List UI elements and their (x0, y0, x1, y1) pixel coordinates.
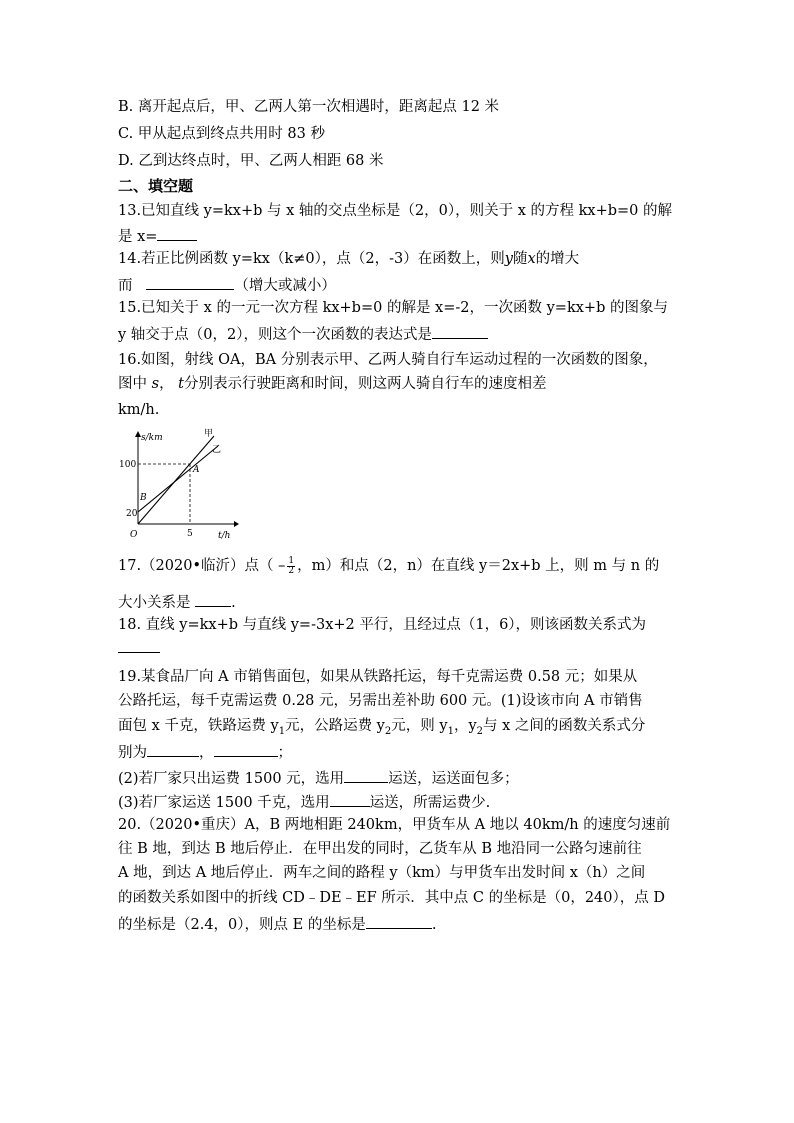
q19-line2: 公路托运，每千克需运费 0.28 元，另需出差补助 600 元。(1)设该市向 A 市销售 (118, 693, 643, 709)
q14-line1 (118, 249, 579, 269)
label-b: B (140, 493, 147, 503)
q15-line2 (118, 323, 488, 345)
q14-text-a: 14.若正比例函数 y=kx（k≠0），点（2，-3）在函数上，则 (118, 251, 505, 267)
q19-sub-1a: 1 (278, 725, 286, 737)
q17-text-c: 大小关系是 (118, 595, 191, 611)
q17-frac-den: 2 (288, 565, 295, 576)
q20-line2: 往 B 地，到达 B 地后停止．在甲出发的同时，乙货车从 B 地沿同一公路匀速前往 (118, 841, 642, 857)
q19-sub-2b: 2 (476, 725, 484, 737)
q14-text-e: （增大或减小） (234, 278, 336, 294)
q16-text-b: ， (159, 376, 174, 392)
q13-line2 (118, 225, 197, 247)
q13-text: 是 x= (118, 229, 158, 245)
q18-line2 (118, 637, 160, 659)
q14-var-x: x (527, 251, 536, 267)
q14-text-b: 随 (512, 251, 528, 267)
q15-text: y 轴交于点（0，2），则这个一次函数的表达式是 (118, 327, 432, 343)
q16-line3: km/h. (118, 402, 160, 418)
q19-text-e: 与 x 之间的函数关系式分 (483, 718, 646, 734)
q19-text-h: 运送，运送面包多； (388, 771, 519, 787)
q19-sub-2a: 2 (384, 725, 392, 737)
tick-5: 5 (187, 529, 193, 539)
q18-line1: 18. 直线 y=kx+b 与直线 y=-3x+2 平行，且经过点（1，6），则该函数关系式为 (118, 617, 647, 633)
q15-answer-blank[interactable] (432, 323, 488, 339)
q17-text-b: ，m）和点（2，n）在直线 y＝2x+b 上，则 m 与 n 的 (297, 558, 660, 574)
q19-text-d: ，y (453, 718, 477, 734)
q17-text-a: 17.（2020•临沂）点（ – (118, 558, 286, 574)
q14-line2 (118, 274, 336, 296)
q16-var-t: t (178, 376, 184, 392)
q19-text-j: 运送，所需运费少. (369, 795, 491, 811)
option-c: C. 甲从起点到终点共用时 83 秒 (118, 126, 325, 142)
q19-text-i: (3)若厂家运送 1500 千克，选用 (118, 795, 330, 811)
label-o: O (130, 530, 138, 540)
q17-frac-num: 1 (288, 555, 295, 566)
q14-text-d: 而 (118, 278, 133, 294)
q14-answer-blank[interactable] (146, 274, 234, 290)
section-title: 二、填空题 (118, 177, 194, 195)
q16-text-a: 图中 (118, 376, 147, 392)
q16-graph (118, 428, 240, 543)
q14-var-y: y (504, 251, 513, 267)
q19-answer-blank-2[interactable] (214, 741, 278, 757)
q20-text: 的坐标是（2.4，0），则点 E 的坐标是 (118, 917, 366, 933)
q19-text-g: (2)若厂家只出运费 1500 元，选用 (118, 771, 345, 787)
q19-line5 (118, 767, 519, 789)
q19-answer-blank-3[interactable] (344, 767, 388, 783)
q19-sub-1b: 1 (447, 725, 454, 737)
tick-20: 20 (126, 509, 138, 519)
q18-answer-blank[interactable] (118, 637, 160, 653)
q17-fraction (287, 557, 295, 576)
q20-line4: 的函数关系如图中的折线 CD﹣DE﹣EF 所示．其中点 C 的坐标是（0，240），点 D (118, 890, 665, 906)
label-jia: 甲 (204, 429, 214, 439)
q19-line3 (118, 716, 645, 742)
option-b: B. 离开起点后，甲、乙两人第一次相遇时，距离起点 12 米 (118, 99, 500, 115)
option-d: D. 乙到达终点时，甲、乙两人相距 68 米 (118, 153, 384, 169)
q20-line5: 的坐标是（2.4，0），则点 E 的坐标是 . (118, 913, 436, 935)
y-axis-label: s/km (141, 433, 163, 443)
q19-line4: 别为 ， ； (118, 741, 292, 763)
label-a: A (193, 465, 200, 475)
label-yi: 乙 (212, 445, 222, 455)
q19-answer-blank-1[interactable] (147, 741, 199, 757)
q17-answer-blank[interactable] (195, 591, 231, 607)
q19-text-a: 面包 x 千克，铁路运费 y (118, 718, 279, 734)
q16-var-s: s (151, 376, 160, 392)
q13-line1: 13.已知直线 y=kx+b 与 x 轴的交点坐标是（2，0），则关于 x 的方程 kx+b=0 的解 (118, 203, 672, 219)
q20-answer-blank[interactable] (366, 913, 432, 929)
q19-line1: 19.某食品厂向 A 市销售面包，如果从铁路托运，每千克需运费 0.58 元；如果从 (118, 669, 638, 685)
x-axis-label: t/h (218, 531, 231, 541)
q17-line2: 大小关系是 . (118, 591, 236, 613)
q13-answer-blank[interactable] (157, 225, 197, 241)
ray-ba-yi (138, 446, 218, 512)
q19-text-b: 元，公路运费 y (285, 718, 385, 734)
q16-line1: 16.如图，射线 OA，BA 分别表示甲、乙两人骑自行车运动过程的一次函数的图象， (118, 352, 658, 368)
q17-line1 (118, 556, 659, 576)
q15-line1: 15.已知关于 x 的一元一次方程 kx+b=0 的解是 x=-2，一次函数 y=kx+b 的图象与 (118, 300, 668, 316)
q20-line1: 20.（2020•重庆）A，B 两地相距 240km，甲货车从 A 地以 40km/h 的速度匀速前 (118, 817, 671, 833)
x-axis-arrow (234, 521, 239, 527)
q19-text-f: 别为 (118, 745, 147, 761)
q16-text-c: 分别表示行驶距离和时间，则这两人骑自行车的速度相差 (184, 376, 547, 392)
q19-answer-blank-4[interactable] (330, 791, 370, 807)
q16-line2 (118, 374, 547, 394)
q20-line3: A 地，到达 A 地后停止．两车之间的路程 y（km）与甲货车出发时间 x（h）之间 (118, 865, 646, 881)
q19-text-c: 元，则 y (391, 718, 448, 734)
tick-100: 100 (119, 460, 137, 470)
q14-text-c: 的增大 (535, 251, 580, 267)
q19-line6 (118, 791, 490, 813)
